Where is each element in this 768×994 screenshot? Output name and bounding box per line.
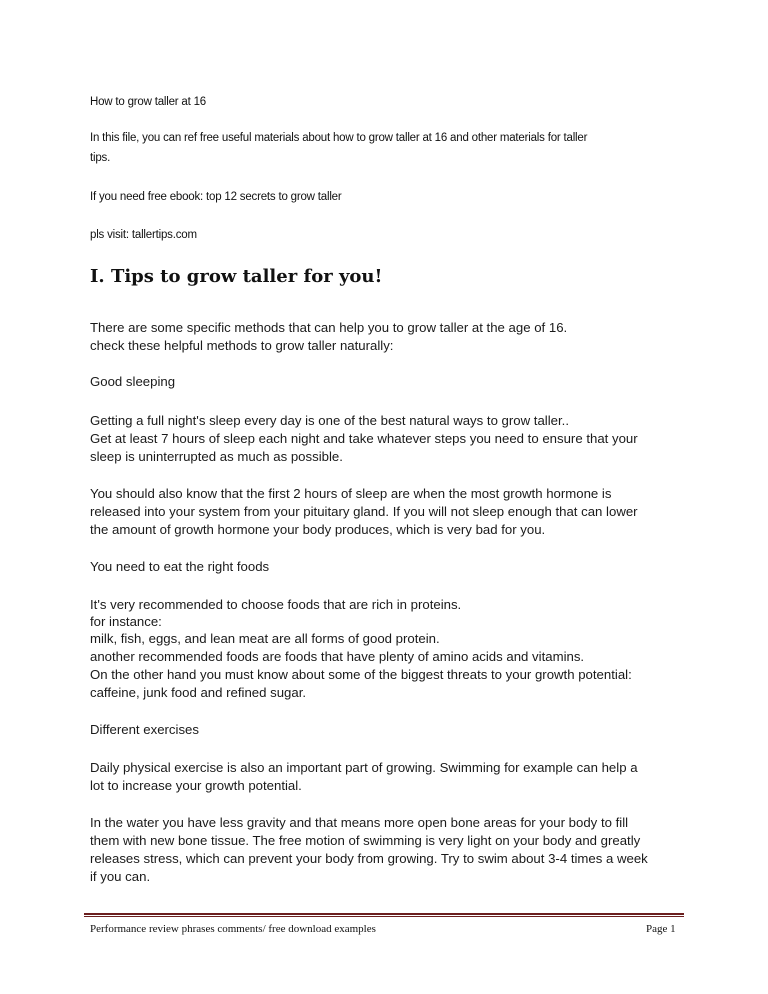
paragraph-line: Daily physical exercise is also an important part of growing. Swimming for example can help a	[90, 760, 638, 775]
footer-divider-thick	[84, 913, 684, 915]
paragraph-line: releases stress, which can prevent your body from growing. Try to swim about 3-4 times a week	[90, 851, 648, 866]
paragraph-line: milk, fish, eggs, and lean meat are all forms of good protein.	[90, 631, 440, 646]
paragraph-line: for instance:	[90, 614, 162, 629]
subheading-right-foods: You need to eat the right foods	[90, 559, 270, 574]
footer-divider-thin	[84, 916, 684, 917]
footer-text: Performance review phrases comments/ free download examples	[90, 923, 376, 935]
paragraph-line: Getting a full night's sleep every day is one of the best natural ways to grow taller..	[90, 413, 569, 428]
paragraph-line: It's very recommended to choose foods that are rich in proteins.	[90, 597, 462, 612]
paragraph-line: Get at least 7 hours of sleep each night and take whatever steps you need to ensure that your	[90, 431, 638, 446]
intro-ebook-line: If you need free ebook: top 12 secrets to grow taller	[90, 191, 342, 203]
paragraph-line: released into your system from your pituitary gland. If you will not sleep enough that can lower	[90, 504, 638, 519]
paragraph-line: lot to increase your growth potential.	[90, 778, 302, 793]
intro-visit-link[interactable]: pls visit: tallertips.com	[90, 229, 197, 241]
paragraph-line: another recommended foods are foods that have plenty of amino acids and vitamins.	[90, 649, 585, 664]
paragraph-line: On the other hand you must know about some of the biggest threats to your growth potential:	[90, 667, 632, 682]
intro-description-line-1: In this file, you can ref free useful materials about how to grow taller at 16 and other materials for taller	[90, 132, 588, 144]
paragraph-line: them with new bone tissue. The free motion of swimming is very light on your body and greatly	[90, 833, 641, 848]
paragraph-line: caffeine, junk food and refined sugar.	[90, 685, 307, 700]
paragraph-line: There are some specific methods that can help you to grow taller at the age of 16.	[90, 320, 568, 335]
paragraph-line: In the water you have less gravity and that means more open bone areas for your body to fill	[90, 815, 629, 830]
paragraph-line: You should also know that the first 2 hours of sleep are when the most growth hormone is	[90, 486, 612, 501]
page-number: Page 1	[646, 923, 676, 935]
paragraph-line: if you can.	[90, 869, 151, 884]
intro-description-line-2: tips.	[90, 152, 111, 164]
paragraph-line: sleep is uninterrupted as much as possible.	[90, 449, 343, 464]
intro-title: How to grow taller at 16	[90, 96, 207, 108]
paragraph-line: the amount of growth hormone your body produces, which is very bad for you.	[90, 522, 546, 537]
subheading-good-sleeping: Good sleeping	[90, 374, 176, 389]
section-heading: I. Tips to grow taller for you!	[90, 266, 383, 287]
subheading-different-exercises: Different exercises	[90, 722, 199, 737]
paragraph-line: check these helpful methods to grow taller naturally:	[90, 338, 394, 353]
